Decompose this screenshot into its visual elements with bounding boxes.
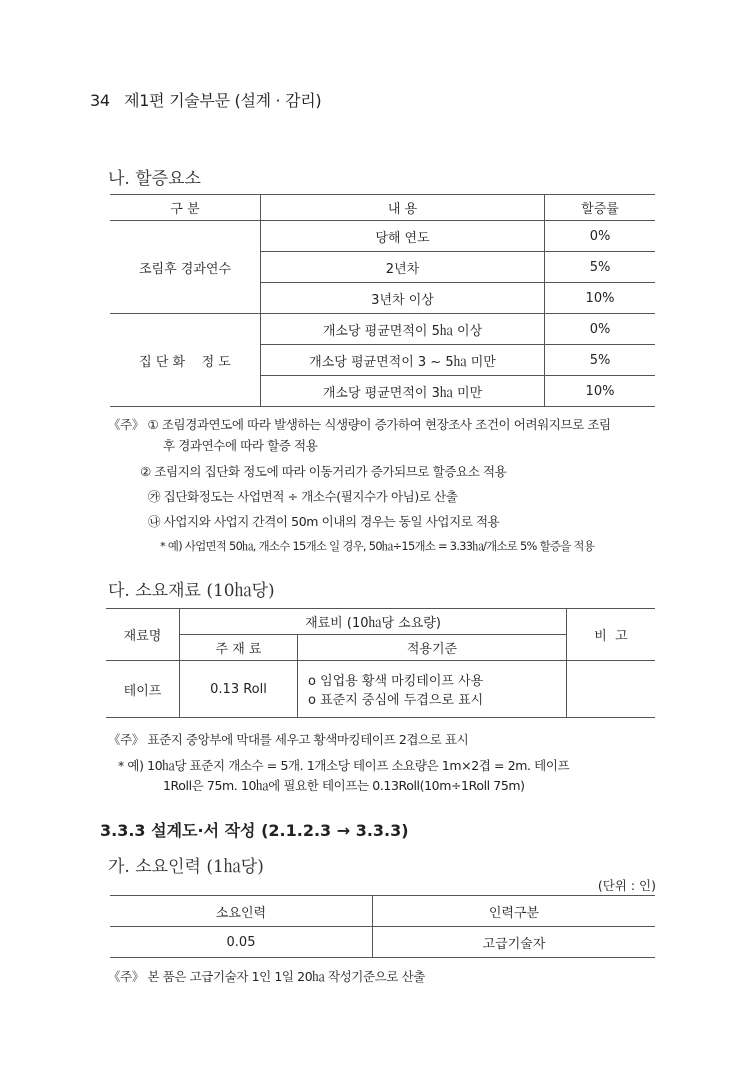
manpower-table xyxy=(110,895,655,958)
content-cell: 개소당 평균면적이 3㏊ 미만 xyxy=(261,376,545,407)
material-name: 테이프 xyxy=(106,661,180,718)
note-prefix: 《주》 xyxy=(108,417,144,432)
header-criteria: 적용기준 xyxy=(298,635,567,661)
ga-note: 《주》 본 품은 고급기술자 1인 1일 20㏊ 작성기준으로 산출 xyxy=(108,969,425,984)
content-cell: 3년차 이상 xyxy=(261,283,545,314)
note-1 xyxy=(108,416,611,433)
rate-cell: 10% xyxy=(545,376,656,407)
content-cell: 개소당 평균면적이 3 ~ 5㏊ 미만 xyxy=(261,345,545,376)
header-material-name: 재료명 xyxy=(106,609,180,661)
col-manpower: 소요인력 xyxy=(110,896,373,927)
manpower-value: 0.05 xyxy=(110,927,373,958)
material-main: 0.13 Roll xyxy=(180,661,298,718)
page-number: 34 xyxy=(90,91,110,110)
table-row xyxy=(110,927,655,958)
header-main-material: 주 재 료 xyxy=(180,635,298,661)
manpower-type: 고급기술자 xyxy=(373,927,656,958)
note-1-line1: ① 조림경과연도에 따라 발생하는 식생량이 증가하여 현장조사 조건이 어려워지므로 조림 xyxy=(147,417,611,432)
criteria-line-2: o 표준지 중심에 두겹으로 표시 xyxy=(308,693,484,708)
rate-cell: 5% xyxy=(545,345,656,376)
section-na-title: 나. 할증요소 xyxy=(108,169,201,189)
content-cell: 개소당 평균면적이 5㏊ 이상 xyxy=(261,314,545,345)
table-row xyxy=(110,221,655,252)
criteria-line-1: o 임업용 황색 마킹테이프 사용 xyxy=(308,674,484,689)
rate-cell: 0% xyxy=(545,221,656,252)
table-row xyxy=(110,314,655,345)
note-3: ㉮ 집단화정도는 사업면적 ÷ 개소수(필지수가 아님)로 산출 xyxy=(148,489,458,504)
group-label: 집 단 화 정 도 xyxy=(110,314,261,407)
note-1-line2: 후 경과연수에 따라 할증 적용 xyxy=(163,438,318,453)
da-note-2-line2: 1Roll은 75m. 10㏊에 필요한 테이프는 0.13Roll(10m÷1Roll 75m) xyxy=(163,778,525,793)
section-333-title: 3.3.3 설계도·서 작성 (2.1.2.3 → 3.3.3) xyxy=(100,821,409,840)
material-criteria xyxy=(298,661,567,718)
col-content: 내 용 xyxy=(261,195,545,221)
da-note-2-line1: * 예) 10㏊당 표준지 개소수 = 5개. 1개소당 테이프 소요량은 1m×2겹 = 2m. 테이프 xyxy=(118,758,570,773)
section-ga-title: 가. 소요인력 (1㏊당) xyxy=(108,857,264,877)
col-category: 구 분 xyxy=(110,195,261,221)
group-label: 조림후 경과연수 xyxy=(110,221,261,314)
material-table xyxy=(106,608,655,718)
header-material-cost: 재료비 (10㏊당 소요량) xyxy=(180,609,567,635)
header-remark: 비 고 xyxy=(567,609,656,661)
note-4: ㉯ 사업지와 사업지 간격이 50m 이내의 경우는 동일 사업지로 적용 xyxy=(148,514,500,529)
note-5: * 예) 사업면적 50㏊, 개소수 15개소 일 경우, 50㏊÷15개소 = 3.33㏊/개소로 5% 할증을 적용 xyxy=(160,539,595,553)
material-remark xyxy=(567,661,656,718)
surcharge-table xyxy=(110,194,655,407)
header-text: 제1편 기술부문 (설계 · 감리) xyxy=(124,91,322,110)
col-rate: 할증률 xyxy=(545,195,656,221)
table-header-row xyxy=(110,195,655,221)
rate-cell: 5% xyxy=(545,252,656,283)
section-da-title: 다. 소요재료 (10㏊당) xyxy=(108,581,275,601)
table-row xyxy=(106,661,655,718)
note-2: ② 조림지의 집단화 정도에 따라 이동거리가 증가되므로 할증요소 적용 xyxy=(140,464,507,479)
content-cell: 2년차 xyxy=(261,252,545,283)
rate-cell: 0% xyxy=(545,314,656,345)
da-note-1: 《주》 표준지 중앙부에 막대를 세우고 황색마킹테이프 2겹으로 표시 xyxy=(108,732,469,747)
content-cell: 당해 연도 xyxy=(261,221,545,252)
page-header xyxy=(90,88,321,111)
rate-cell: 10% xyxy=(545,283,656,314)
table-header-row xyxy=(110,896,655,927)
col-manpower-type: 인력구분 xyxy=(373,896,656,927)
unit-label: (단위 : 인) xyxy=(597,878,656,893)
